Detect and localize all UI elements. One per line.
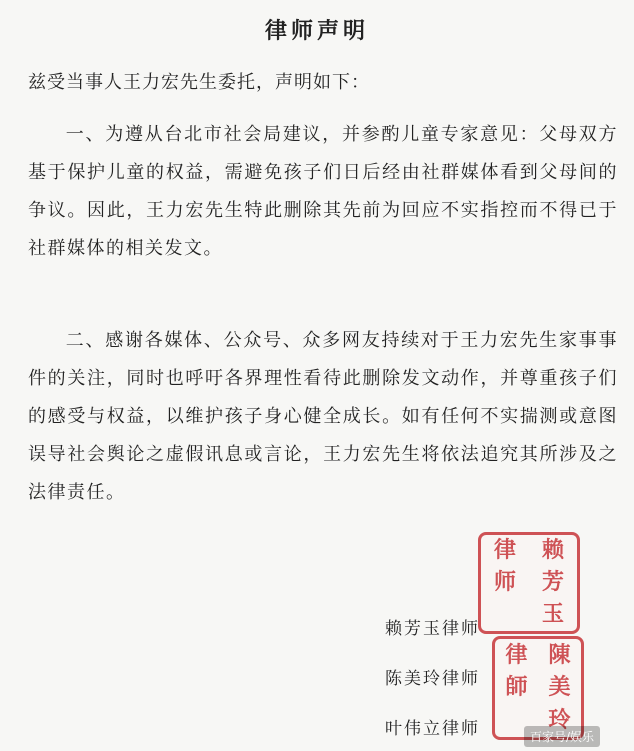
- document-title: 律师声明: [264, 18, 369, 44]
- paragraph-1: 一、为遵从台北市社会局建议，并参酌儿童专家意见：父母双方基于保护儿童的权益，需避免孩子们日后经由社群媒体看到父母间的争议。因此，王力宏先生特此删除其先前为回应不实指控而不得已于社群媒体的相关发文。: [28, 124, 618, 259]
- watermark: 百家号/娱乐: [524, 726, 600, 747]
- signature-lai: 赖芳玉律师: [385, 619, 480, 639]
- seal-stamp-lai: 律 赖 师 芳 玉: [478, 532, 580, 634]
- signature-ye: 叶伟立律师: [385, 719, 480, 739]
- paragraph-2: 二、感谢各媒体、公众号、众多网友持续对于王力宏先生家事事件的关注，同时也呼吁各界理性看待此删除发文动作，并尊重孩子们的感受与权益，以维护孩子身心健全成长。如有任何不实揣测或意图误导社会舆论之虚假讯息或言论，王力宏先生将依法追究其所涉及之法律责任。: [28, 330, 618, 503]
- signature-chen: 陈美玲律师: [385, 669, 480, 689]
- intro-line: 兹受当事人王力宏先生委托，声明如下：: [28, 72, 370, 93]
- seal-stamp-chen: 律 陳 師 美 玲: [492, 636, 584, 740]
